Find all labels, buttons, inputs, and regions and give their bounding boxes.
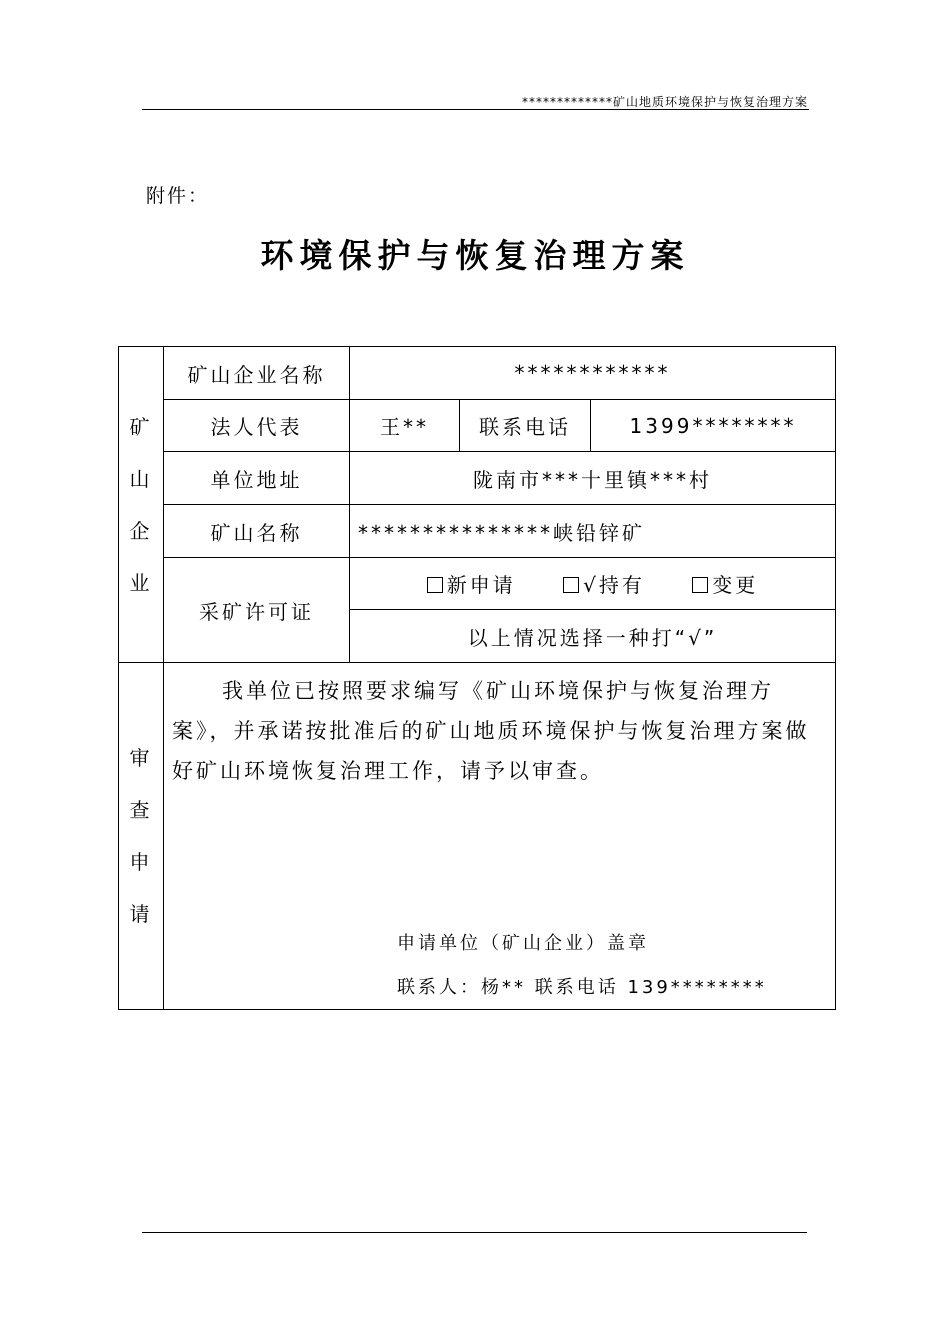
contact-line: 联系人：杨** 联系电话 139********: [397, 977, 767, 998]
checkbox-change[interactable]: [692, 577, 708, 593]
address-value[interactable]: 陇南市***十里镇***村: [350, 452, 836, 505]
application-form-table: [118, 346, 836, 1010]
company-name-value[interactable]: ************: [350, 347, 836, 400]
license-options: [350, 558, 836, 610]
license-note: 以上情况选择一种打“√”: [350, 610, 836, 663]
header-divider: [142, 109, 809, 110]
license-label: 采矿许可证: [164, 558, 350, 663]
attachment-label: 附件：: [146, 185, 210, 207]
running-header: *************矿山地质环境保护与恢复治理方案: [521, 95, 808, 109]
option-new[interactable]: 新申请: [427, 573, 516, 597]
address-label: 单位地址: [164, 452, 350, 505]
footer-divider: [142, 1232, 807, 1233]
seal-line: 申请单位（矿山企业）盖章: [397, 933, 649, 954]
phone-value[interactable]: 1399********: [591, 400, 836, 452]
checkbox-new[interactable]: [427, 577, 443, 593]
mine-name-label: 矿山名称: [164, 505, 350, 558]
option-held[interactable]: √持有: [563, 573, 645, 597]
option-change[interactable]: 变更: [692, 573, 758, 597]
company-name-label: 矿山企业名称: [164, 347, 350, 400]
phone-label: 联系电话: [460, 400, 591, 452]
enterprise-group-label: 矿 山 企 业: [119, 347, 164, 663]
legal-rep-label: 法人代表: [164, 400, 350, 452]
review-statement-cell: [164, 663, 836, 1010]
mine-name-value[interactable]: ***************峡铅锌矿: [350, 505, 836, 558]
legal-rep-value[interactable]: 王**: [350, 400, 460, 452]
review-group-label: 审 查 申 请: [119, 663, 164, 1010]
checkbox-held[interactable]: [563, 577, 579, 593]
review-statement: 我单位已按照要求编写《矿山环境保护与恢复治理方案》，并承诺按批准后的矿山地质环境保护与恢复治理方案做好矿山环境恢复治理工作，请予以审查。: [172, 679, 810, 783]
document-title: 环境保护与恢复治理方案: [260, 236, 690, 275]
